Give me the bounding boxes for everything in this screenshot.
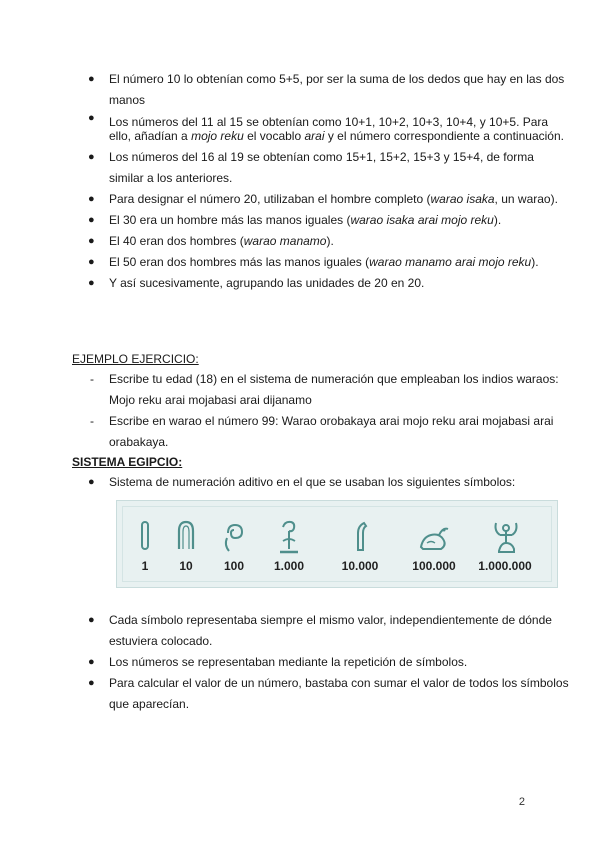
bullet-icon: ● [88, 151, 95, 163]
list-item [70, 231, 569, 252]
bullet-icon: ● [88, 112, 95, 124]
list-item-text: Los números se representaban mediante la repetición de símbolos. [109, 655, 468, 669]
list-item-text: Y así sucesivamente, agrupando las unidades de 20 en 20. [109, 276, 425, 290]
bullet-icon: ● [88, 73, 95, 85]
bullet-icon: ● [88, 235, 95, 247]
example-item [70, 411, 569, 453]
bullet-icon: ● [88, 214, 95, 226]
dash-icon: - [90, 414, 94, 428]
symbol-value: 100.000 [412, 559, 456, 573]
dash-icon: - [90, 372, 94, 386]
bullet-icon: ● [88, 193, 95, 205]
symbol-value: 1.000.000 [478, 559, 532, 573]
list-item [70, 189, 569, 210]
list-item-text: Los números del 16 al 19 se obtenían como 15+1, 15+2, 15+3 y 15+4, de forma similar a los anteriores. [109, 150, 534, 185]
list-item-text: Los números del 11 al 15 se obtenían como 10+1, 10+2, 10+3, 10+4, y 10+5. Para ello, añadían a [109, 115, 549, 143]
list-item-text: Para calcular el valor de un número, bastaba con sumar el valor de todos los símbolos que aparecían. [109, 676, 569, 711]
egyptian-symbols-figure [116, 500, 558, 588]
bullet-icon: ● [88, 656, 95, 668]
list-item-text: El número 10 lo obtenían como 5+5, por ser la suma de los dedos que hay en las dos manos [109, 72, 565, 107]
list-item-text: , un warao). [494, 192, 558, 206]
tadpole-icon [417, 519, 451, 553]
symbol-value: 1 [141, 559, 149, 573]
page-number: 2 [518, 796, 525, 808]
finger-icon [351, 519, 371, 553]
list-item-text: warao isaka arai mojo reku [350, 213, 494, 227]
list-item [70, 111, 569, 147]
list-item-text: warao manamo [243, 234, 327, 248]
example-heading: EJEMPLO EJERCICIO: [72, 352, 199, 366]
stroke-icon [137, 519, 153, 553]
bullet-icon: ● [88, 677, 95, 689]
lotus-flower-icon [277, 519, 301, 557]
bullet-icon: ● [88, 256, 95, 268]
list-item-text: warao manamo arai mojo reku [369, 255, 532, 269]
example-item [70, 369, 569, 411]
bullet-icon: ● [88, 277, 95, 289]
example-list [0, 369, 569, 453]
list-item [70, 273, 569, 294]
example-text: Escribe tu edad (18) en el sistema de numeración que empleaban los indios waraos: Mojo reku arai mojabasi arai dijanamo [109, 372, 559, 407]
list-item [70, 210, 569, 231]
list-item [70, 673, 569, 715]
list-item [70, 472, 569, 493]
symbol-value: 1.000 [273, 559, 305, 573]
example-text: Escribe en warao el número 99: Warao orobakaya arai mojo reku arai mojabasi arai orabakaya. [109, 414, 554, 449]
list-item-text: arai [304, 129, 325, 143]
list-item-text: El 40 eran dos hombres ( [109, 234, 244, 248]
egypt-intro-list [0, 472, 569, 493]
egypt-rules-list [0, 610, 569, 715]
list-item-text: Para designar el número 20, utilizaban el hombre completo ( [109, 192, 431, 206]
list-item-text: ). [326, 234, 334, 248]
symbol-value: 100 [223, 559, 245, 573]
bullet-icon: ● [88, 476, 95, 488]
list-item-text: El 30 era un hombre más las manos iguales ( [109, 213, 351, 227]
list-item-text: ). [531, 255, 539, 269]
list-item [70, 652, 569, 673]
coil-rope-icon [221, 519, 247, 553]
list-item [70, 147, 569, 189]
symbol-value: 10.000 [341, 559, 379, 573]
list-item-text: Cada símbolo representaba siempre el mismo valor, independientemente de dónde estuviera colocado. [109, 613, 552, 648]
list-item-text: ). [493, 213, 502, 227]
heh-god-icon [491, 519, 521, 555]
list-item-text: mojo reku [191, 129, 244, 143]
list-item-text: warao isaka [430, 192, 495, 206]
list-item [70, 69, 569, 111]
bullet-icon: ● [88, 614, 95, 626]
egypt-heading: SISTEMA EGIPCIO: [72, 455, 183, 469]
list-item-text: y el número correspondiente a continuación. [324, 129, 564, 143]
list-item [70, 252, 569, 273]
list-item-text: El 50 eran dos hombres más las manos iguales ( [109, 255, 370, 269]
list-item-text: el vocablo [243, 129, 305, 143]
symbol-value: 10 [179, 559, 193, 573]
egypt-intro-text: Sistema de numeración aditivo en el que se usaban los siguientes símbolos: [109, 475, 516, 489]
warao-number-list [0, 69, 569, 294]
heel-bone-icon [175, 519, 197, 553]
list-item [70, 610, 569, 652]
